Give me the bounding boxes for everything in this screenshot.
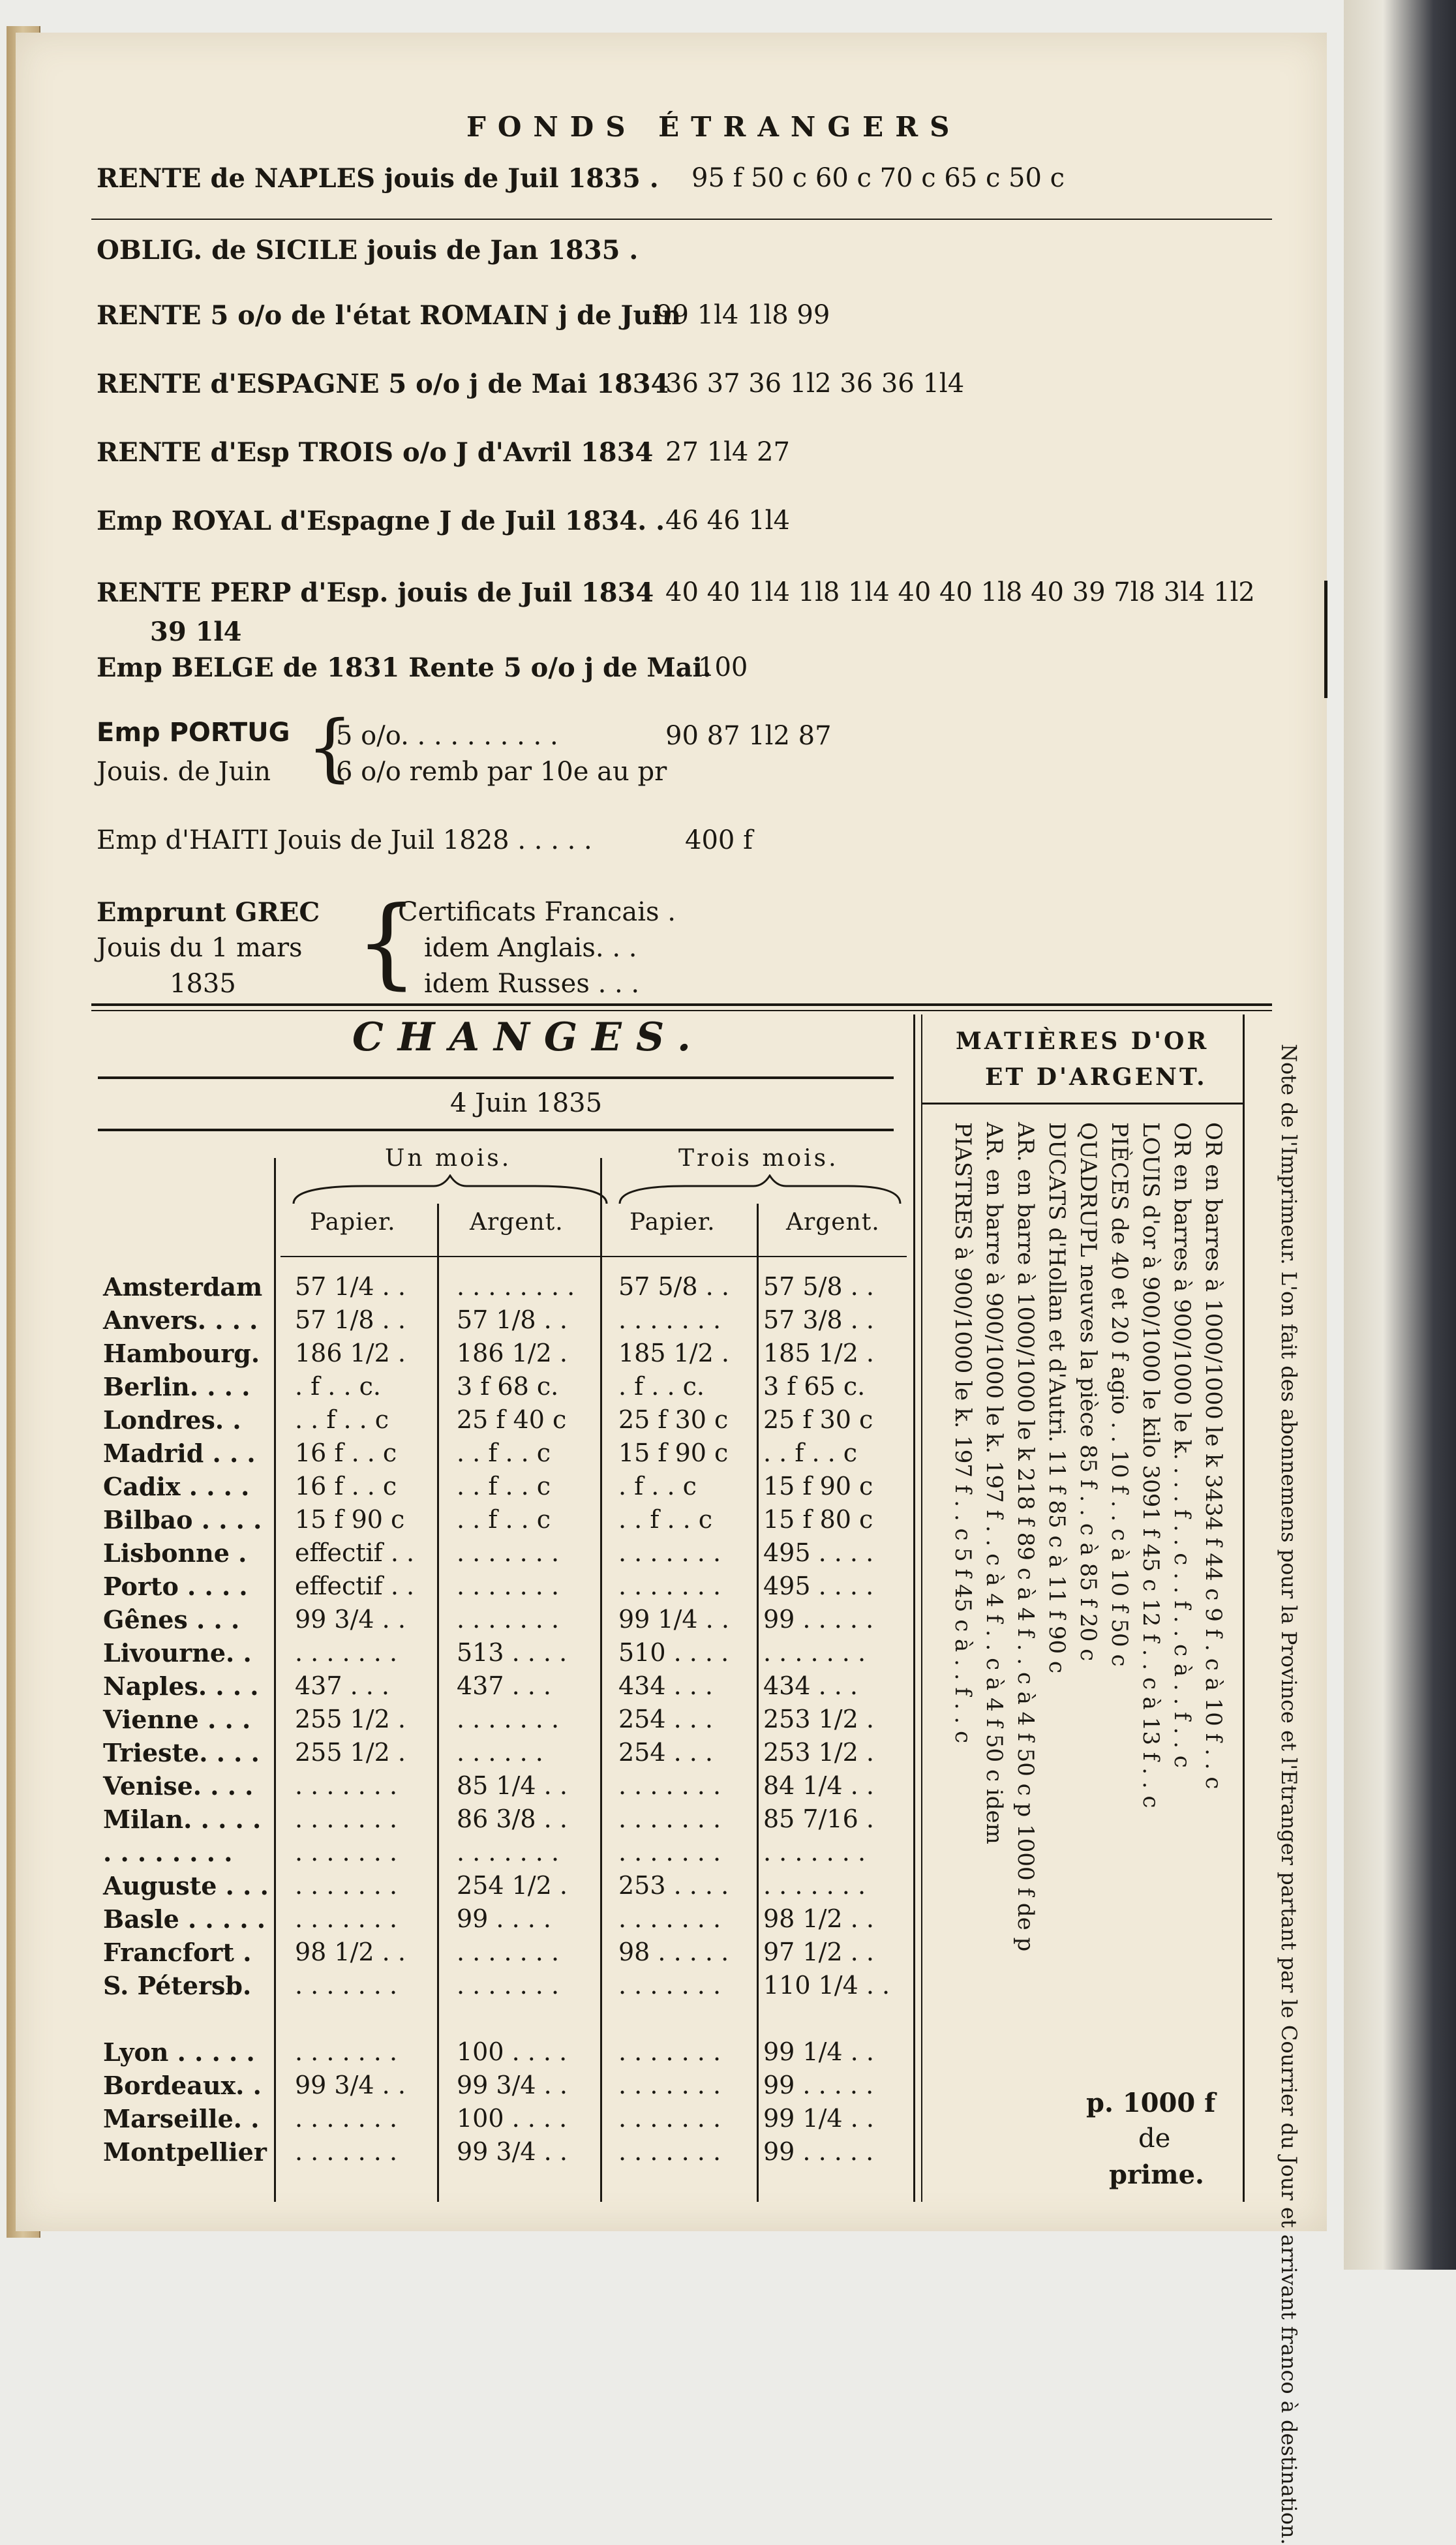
change-city: Venise. . . . (103, 1771, 254, 1801)
grec-brace: { (356, 886, 418, 999)
change-city: Lyon . . . . . (103, 2037, 255, 2067)
fonds-row-name: RENTE d'Esp TROIS o/o J d'Avril 1834 (97, 437, 654, 468)
change-cell: . . . . . . . (295, 1838, 398, 1867)
changes-rule-2 (98, 1129, 894, 1131)
fonds-row-name: RENTE d'ESPAGNE 5 o/o j de Mai 1834 (97, 369, 669, 399)
change-city: Gênes . . . (103, 1605, 240, 1634)
grec-l2: Jouis du 1 mars (97, 933, 303, 963)
rule-heavy-2 (91, 1010, 1272, 1011)
col-line-3 (600, 1158, 602, 2202)
change-cell: . . . . . . . (295, 1771, 398, 1800)
change-cell: . . . . . . . (457, 1705, 560, 1733)
change-cell: 253 1/2 . (763, 1738, 874, 1767)
argent-2: Argent. (786, 1209, 880, 1236)
portug-jouis: Jouis. de Juin (97, 757, 271, 787)
change-cell: 186 1/2 . (295, 1339, 406, 1367)
change-cell: 437 . . . (295, 1671, 390, 1700)
change-cell: 186 1/2 . (457, 1339, 568, 1367)
change-city: Londres. . (103, 1405, 241, 1435)
changes-title: CHANGES. (352, 1014, 705, 1060)
papier-2: Papier. (629, 1209, 716, 1236)
fonds-row-name: RENTE 5 o/o de l'état ROMAIN j de Juin (97, 300, 681, 331)
change-cell: . . . . . . . (295, 2104, 398, 2133)
change-cell: 98 1/2 . . (763, 1904, 874, 1933)
change-cell: 85 7/16 . (763, 1805, 874, 1833)
change-cell: 3 f 65 c. (763, 1372, 866, 1401)
fonds-etrangers-title: FONDS ÉTRANGERS (466, 111, 962, 143)
change-cell: 100 . . . . (457, 2104, 568, 2133)
col-line-4 (757, 1204, 759, 2202)
change-cell: 15 f 90 c (618, 1439, 729, 1467)
change-city: Amsterdam (103, 1272, 263, 1302)
change-cell: . . . . . . . (618, 1904, 721, 1933)
change-cell: 253 . . . . (618, 1871, 729, 1900)
change-city: Naples. . . . (103, 1671, 259, 1701)
matieres-line: AR. en barre à 1000/1000 le k 218 f 89 c à 4 f . . c à 4 f 50 c p 1000 f de p (1012, 1122, 1039, 1952)
change-cell: . . . . . . . (295, 2037, 398, 2066)
change-cell: 25 f 40 c (457, 1405, 567, 1434)
un-mois-label: Un mois. (385, 1145, 512, 1172)
prime-1: p. 1000 f (1086, 2088, 1216, 2118)
fonds-row-name: OBLIG. de SICILE jouis de Jan 1835 . (97, 235, 639, 266)
change-cell: 253 1/2 . (763, 1705, 874, 1733)
change-cell: 57 5/8 . . (763, 1272, 874, 1301)
haiti-values: 400 f (685, 825, 753, 855)
change-cell: . f . . c. (618, 1372, 705, 1401)
change-cell: . . . . . . . (618, 1805, 721, 1833)
change-city: Livourne. . (103, 1638, 252, 1668)
change-cell: . . . . . . . (295, 1971, 398, 2000)
grec-c1: Certificats Francais . (398, 897, 676, 927)
change-cell: effectif . . (295, 1572, 415, 1600)
change-cell: . . f . . c (763, 1439, 858, 1467)
change-cell: . . . . . . . (763, 1638, 866, 1667)
change-cell: 99 1/4 . . (763, 2037, 874, 2066)
change-city: Vienne . . . (103, 1705, 251, 1734)
change-cell: . . . . . . . (618, 1538, 721, 1567)
change-cell: . . . . . . . (618, 2137, 721, 2166)
change-city: Porto . . . . (103, 1572, 248, 1601)
change-cell: 434 . . . (763, 1671, 858, 1700)
change-cell: . f . . c. (295, 1372, 381, 1401)
change-cell: 99 . . . . . (763, 2071, 874, 2099)
change-cell: 99 3/4 . . (457, 2137, 568, 2166)
change-cell: 99 . . . . . (763, 2137, 874, 2166)
matieres-line: OR en barres à 900/1000 le k. . . . f . . c . . f . . c à . . f . . c (1169, 1122, 1195, 1768)
col-line-5b (921, 1014, 922, 2202)
change-cell: . . . . . . . (618, 2037, 721, 2066)
prime-3: prime. (1109, 2159, 1204, 2190)
change-cell: 84 1/4 . . (763, 1771, 874, 1800)
change-cell: 57 1/8 . . (295, 1305, 406, 1334)
change-cell: . . . . . . . (295, 1871, 398, 1900)
change-cell: . . f . . c (618, 1505, 713, 1534)
change-cell: 254 . . . (618, 1705, 714, 1733)
matieres-line: AR. en barre à 900/1000 le k. 197 f . . c à 4 f . . c à 4 f 50 c idem (981, 1122, 1007, 1844)
change-cell: . . . . . . . (618, 2071, 721, 2099)
change-cell: 99 . . . . (457, 1904, 551, 1933)
bracket-right (1324, 581, 1327, 698)
matieres-title-2: ET D'ARGENT. (985, 1063, 1207, 1091)
change-cell: 495 . . . . (763, 1572, 874, 1600)
change-cell: 254 1/2 . (457, 1871, 568, 1900)
change-city: Montpellier (103, 2137, 267, 2167)
change-cell: 185 1/2 . (618, 1339, 729, 1367)
change-cell: 15 f 90 c (295, 1505, 405, 1534)
change-cell: 57 1/4 . . (295, 1272, 406, 1301)
argent-1: Argent. (470, 1209, 564, 1236)
change-cell: 110 1/4 . . (763, 1971, 890, 2000)
change-cell: 15 f 80 c (763, 1505, 873, 1534)
changes-date: 4 Juin 1835 (450, 1088, 603, 1118)
change-city: S. Pétersb. (103, 1971, 252, 2000)
change-cell: effectif . . (295, 1538, 415, 1567)
change-cell: 98 . . . . . (618, 1938, 729, 1966)
prime-2: de (1138, 2124, 1171, 2154)
change-cell: 86 3/8 . . (457, 1805, 568, 1833)
change-cell: . . f . . c (457, 1439, 551, 1467)
changes-rule-1 (98, 1076, 894, 1079)
fonds-row-values: 100 (698, 652, 748, 682)
change-city: Milan. . . . . (103, 1805, 262, 1834)
change-cell: 434 . . . (618, 1671, 714, 1700)
change-city: Anvers. . . . (103, 1305, 258, 1335)
change-cell: . . . . . . . (618, 1572, 721, 1600)
change-cell: 99 1/4 . . (618, 1605, 729, 1634)
fonds-row-values: 46 46 1l4 (665, 506, 790, 536)
matieres-title-1: MATIÈRES D'OR (956, 1028, 1209, 1055)
change-cell: . . . . . . . (763, 1871, 866, 1900)
change-cell: . . f . . c (457, 1505, 551, 1534)
change-city: Cadix . . . . (103, 1472, 250, 1501)
change-city: Bordeaux. . (103, 2071, 262, 2100)
change-cell: . . . . . . . (618, 1838, 721, 1867)
change-cell: . . . . . . (457, 1738, 543, 1767)
portug-brace: { (307, 705, 354, 790)
rule-heavy (91, 1003, 1272, 1006)
fonds-row-values: 40 40 1l4 1l8 1l4 40 40 1l8 40 39 7l8 3l4 1l2 (665, 577, 1255, 607)
grec-c3: idem Russes . . . (424, 969, 640, 999)
change-cell: 510 . . . . (618, 1638, 729, 1667)
change-cell: 99 3/4 . . (295, 1605, 406, 1634)
change-cell: 16 f . . c (295, 1472, 397, 1501)
imprimeur-note: Note de l'Imprimeur. L'on fait des abonnemens pour la Province et l'Etranger partant par le Courrier du Jour et arrivant franco à destination. (1277, 1044, 1301, 2545)
change-cell: . . . . . . . (763, 1838, 866, 1867)
fonds-row-name: RENTE PERP d'Esp. jouis de Juil 1834 (97, 577, 654, 608)
change-cell: 25 f 30 c (763, 1405, 873, 1434)
grec-l1: Emprunt GREC (97, 897, 320, 928)
change-cell: . . . . . . . (457, 1605, 560, 1634)
col-line-6 (1243, 1014, 1245, 2202)
portug-name: Emp PORTUG (97, 718, 290, 748)
fonds-row-values: 36 37 36 1l2 36 36 1l4 (665, 369, 965, 399)
change-cell: . . . . . . . (295, 1638, 398, 1667)
col-line-2 (437, 1204, 439, 2202)
rule-top (91, 219, 1272, 220)
change-city: Madrid . . . (103, 1439, 256, 1468)
change-cell: 437 . . . (457, 1671, 552, 1700)
change-cell: 25 f 30 c (618, 1405, 729, 1434)
change-cell: 100 . . . . (457, 2037, 568, 2066)
change-cell: 99 1/4 . . (763, 2104, 874, 2133)
change-cell: . . . . . . . (457, 1971, 560, 2000)
book-edge (1344, 0, 1456, 2270)
change-cell: 57 1/8 . . (457, 1305, 568, 1334)
matieres-line: DUCATS d'Hollan et d'Autri. 11 f 85 c à 11 f 90 c (1044, 1122, 1070, 1673)
change-cell: . . . . . . . . (457, 1272, 575, 1301)
change-cell: 495 . . . . (763, 1538, 874, 1567)
change-cell: . . . . . . . (457, 1838, 560, 1867)
change-city: Bilbao . . . . (103, 1505, 262, 1534)
change-cell: 255 1/2 . (295, 1705, 406, 1733)
change-city: Lisbonne . (103, 1538, 247, 1568)
change-cell: . . . . . . . (295, 2137, 398, 2166)
fonds-row-values: 27 1l4 27 (665, 437, 790, 467)
change-cell: . . . . . . . (618, 1971, 721, 2000)
change-cell: . . . . . . . (457, 1938, 560, 1966)
change-cell: . . f . . c (295, 1405, 389, 1434)
change-cell: 3 f 68 c. (457, 1372, 559, 1401)
change-cell: . . . . . . . (618, 1305, 721, 1334)
change-cell: 99 3/4 . . (295, 2071, 406, 2099)
change-cell: 255 1/2 . (295, 1738, 406, 1767)
change-city: Auguste . . . (103, 1871, 269, 1900)
matieres-line: LOUIS d'or à 900/1000 le kilo 3091 f 45 c 12 f . . c à 13 f . . c (1138, 1122, 1164, 1808)
fonds-row-name: Emp ROYAL d'Espagne J de Juil 1834. . (97, 506, 665, 536)
fonds-row-name: RENTE de NAPLES jouis de Juil 1835 . (97, 163, 659, 194)
change-city: Hambourg. (103, 1339, 260, 1368)
portug-line1: 5 o/o. . . . . . . . . . (336, 721, 558, 751)
change-cell: . . . . . . . (618, 1771, 721, 1800)
change-cell: . . . . . . . (295, 1805, 398, 1833)
change-cell: . . . . . . . (457, 1538, 560, 1567)
grec-c2: idem Anglais. . . (424, 933, 637, 963)
trois-mois-label: Trois mois. (678, 1145, 839, 1172)
haiti-name: Emp d'HAITI Jouis de Juil 1828 . . . . . (97, 825, 592, 855)
header-braces (287, 1174, 907, 1213)
change-cell: 254 . . . (618, 1738, 714, 1767)
matieres-line: QUADRUPL neuves la pièce 85 f . . c à 85 f 20 c (1075, 1122, 1101, 1662)
change-cell: . f . . c (618, 1472, 697, 1501)
change-cell: 85 1/4 . . (457, 1771, 568, 1800)
change-cell: . . f . . c (457, 1472, 551, 1501)
change-city: Trieste. . . . (103, 1738, 260, 1767)
change-cell: 57 3/8 . . (763, 1305, 874, 1334)
change-cell: . . . . . . . (457, 1572, 560, 1600)
change-cell: 185 1/2 . (763, 1339, 874, 1367)
change-cell: 16 f . . c (295, 1439, 397, 1467)
change-cell: . . . . . . . (295, 1904, 398, 1933)
change-city: Francfort . (103, 1938, 252, 1967)
fonds-row-name: Emp BELGE de 1831 Rente 5 o/o j de Mai. (97, 652, 712, 683)
change-cell: 15 f 90 c (763, 1472, 873, 1501)
change-cell: . . . . . . . (618, 2104, 721, 2133)
grec-l3: 1835 (170, 969, 236, 999)
change-cell: 99 . . . . . (763, 1605, 874, 1634)
change-cell: 513 . . . . (457, 1638, 568, 1667)
matieres-line: OR en barres à 1000/1000 le k 3434 f 44 c 9 f . c à 10 f . . c (1200, 1122, 1226, 1790)
change-city: . . . . . . . . (103, 1838, 233, 1867)
fonds-row-values: 95 f 50 c 60 c 70 c 65 c 50 c (691, 163, 1065, 193)
papier-1: Papier. (310, 1209, 396, 1236)
subheader-rule (281, 1256, 907, 1257)
change-cell: 98 1/2 . . (295, 1938, 406, 1966)
change-city: Berlin. . . . (103, 1372, 250, 1401)
portug-values: 90 87 1l2 87 (665, 721, 832, 751)
change-city: Marseille. . (103, 2104, 260, 2133)
col-line-1 (274, 1158, 276, 2202)
change-cell: 99 3/4 . . (457, 2071, 568, 2099)
col-line-5 (913, 1014, 915, 2202)
portug-line2: 6 o/o remb par 10e au pr (336, 757, 667, 787)
change-cell: 97 1/2 . . (763, 1938, 874, 1966)
matieres-rule (921, 1103, 1243, 1105)
change-cell: 57 5/8 . . (618, 1272, 729, 1301)
matieres-line: PIASTRES à 900/1000 le k. 197 f . . c 5 f 45 c à . . f . . c (950, 1122, 976, 1744)
change-city: Basle . . . . . (103, 1904, 266, 1934)
fonds-row-name: 39 1l4 (150, 617, 242, 647)
fonds-row-values: 99 1l4 1l8 99 (656, 300, 830, 330)
matieres-line: PIÈCES de 40 et 20 f agio . . 10 f . . c à 10 f 50 c (1106, 1122, 1132, 1667)
